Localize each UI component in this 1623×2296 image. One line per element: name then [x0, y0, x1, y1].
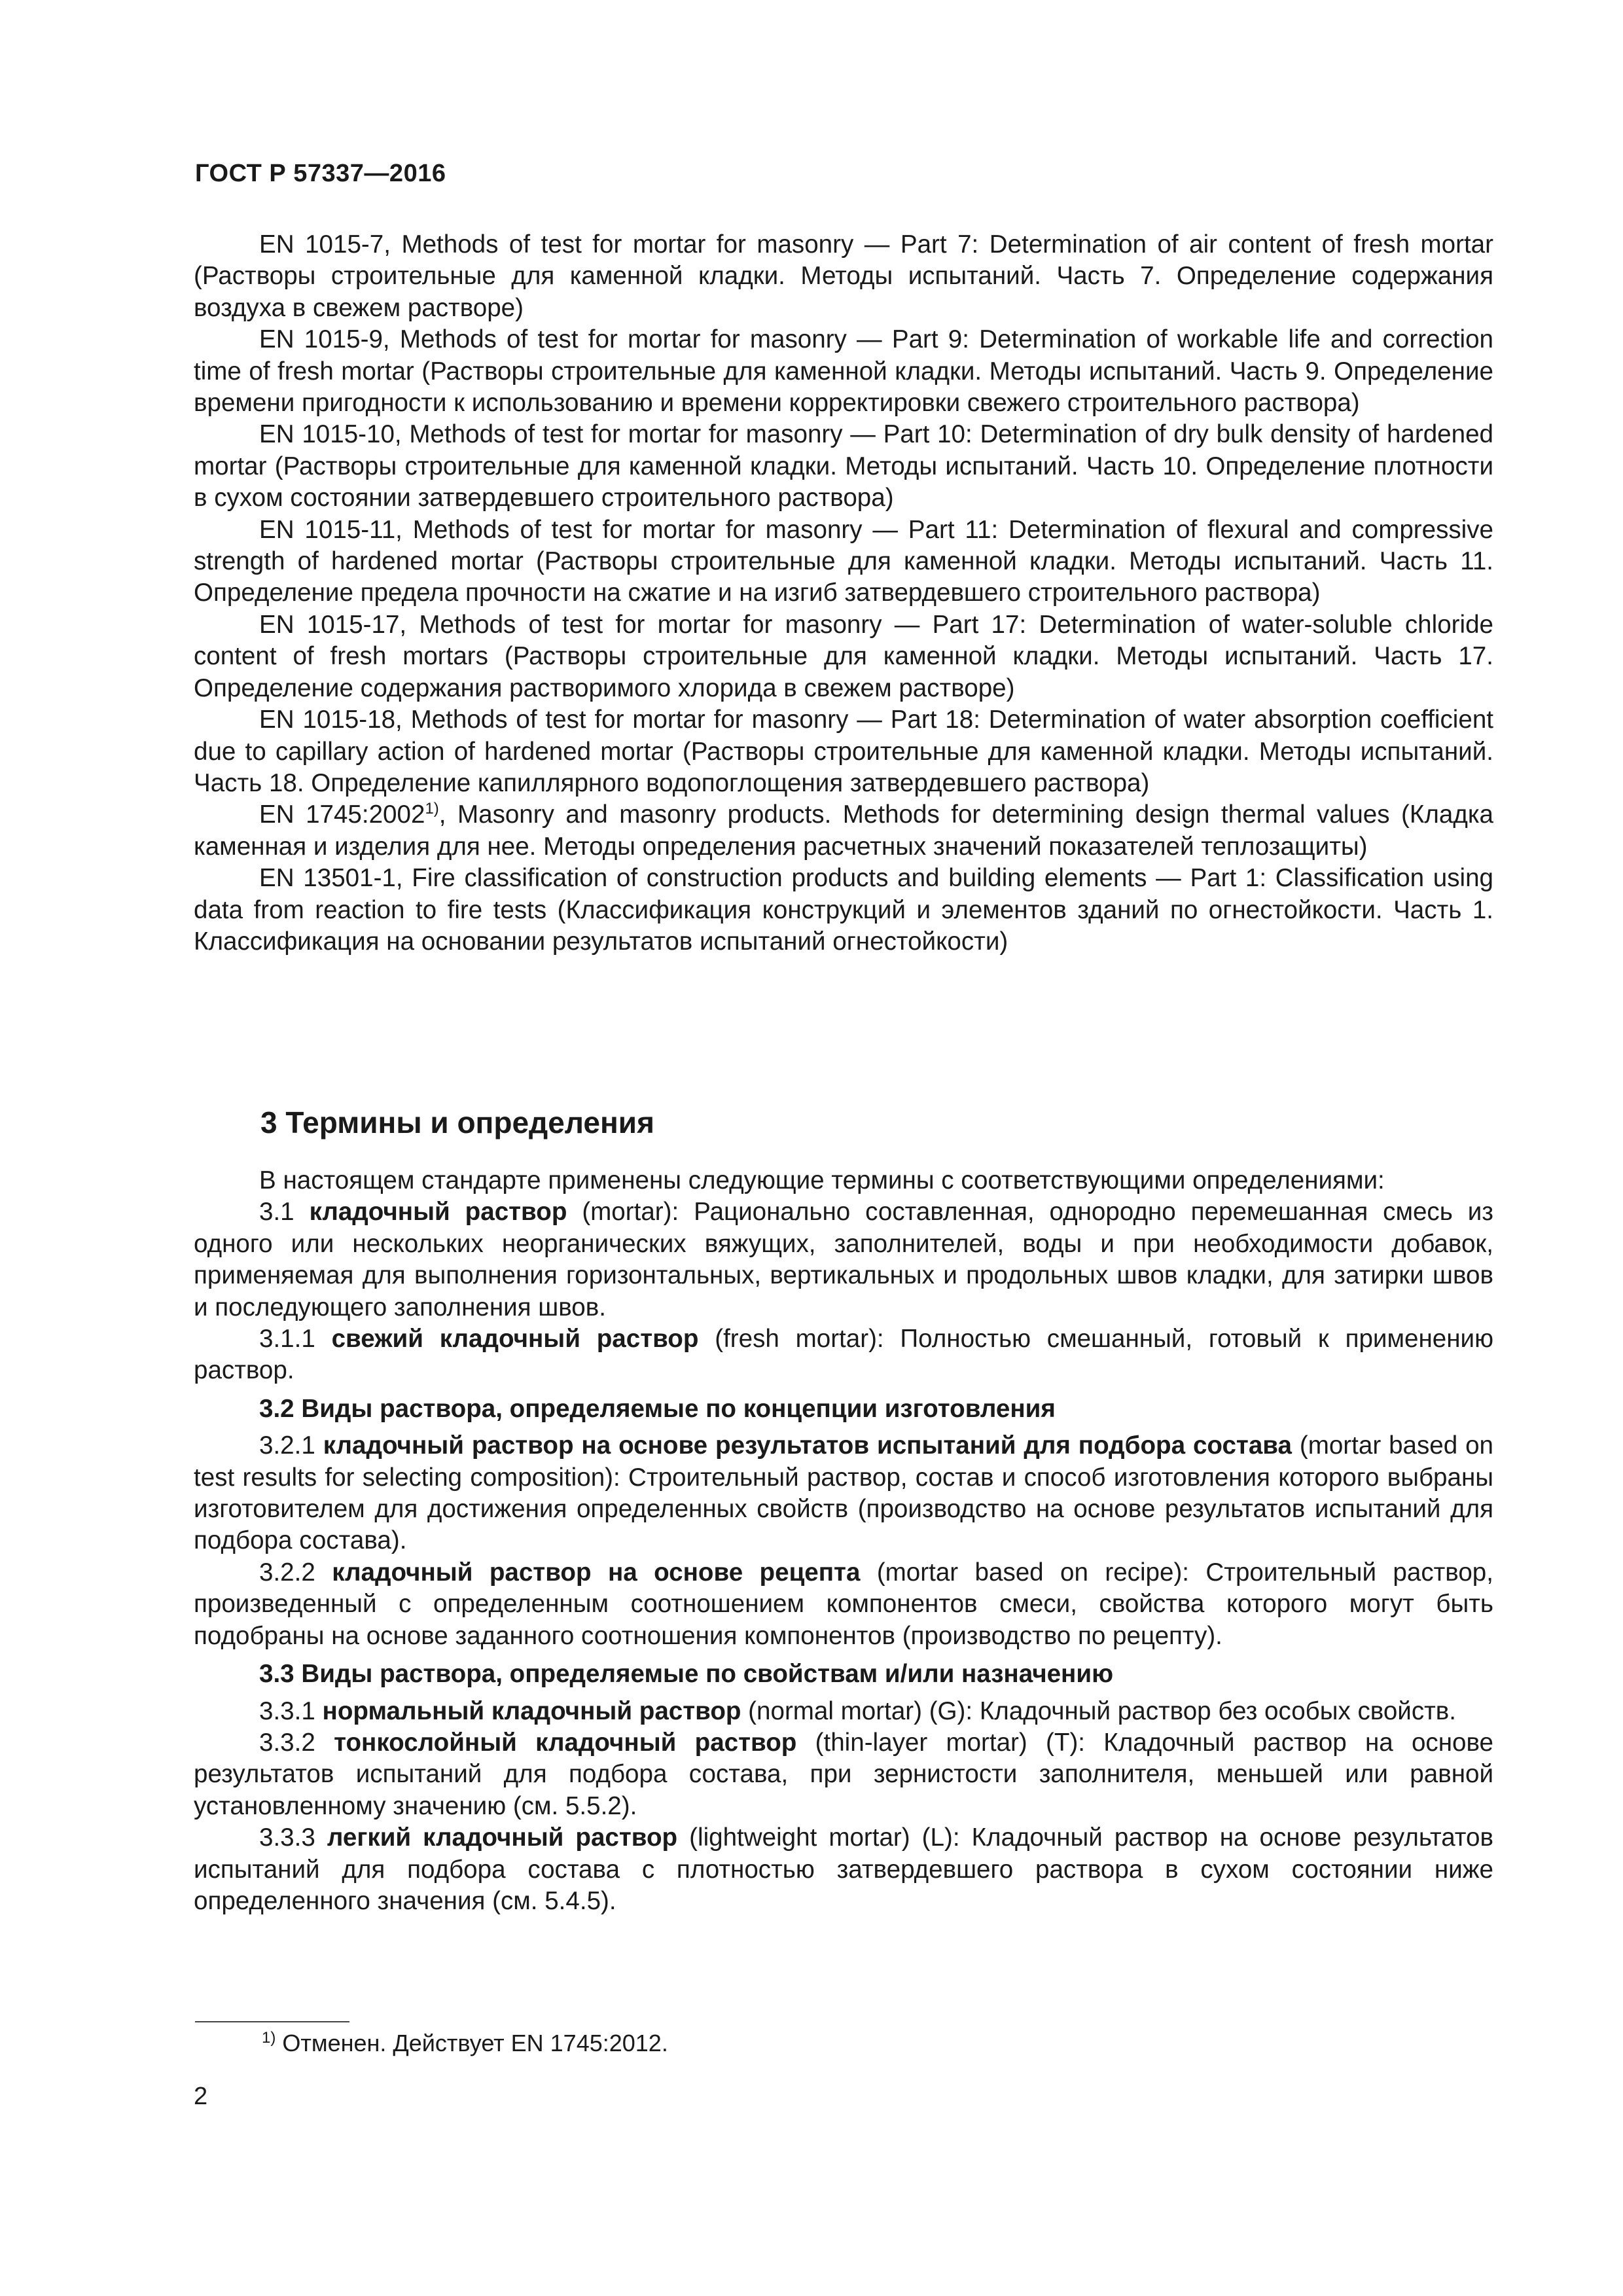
footnote-mark: 1): [262, 2029, 276, 2047]
term-definition: (normal mortar) (G): Кладочный раствор без особых свойств.: [741, 1696, 1457, 1725]
page-number: 2: [194, 2083, 208, 2110]
term-name: свежий кладочный раствор: [331, 1325, 699, 1354]
term-3-3-2: [194, 1727, 1493, 1822]
term-definition: (mortar): Рационально составленная, однородно перемешанная смесь из одного или нескольких неорганических вяжущих, заполнителей, воды и при необходимости добавок, применяемая для выполнения горизонтальных, вертикальных и продольных швов кладки, для затирки швов и последующего заполнения швов.: [194, 1198, 1493, 1321]
term-definition: (thin-layer mortar) (T): Кладочный раствор на основе результатов испытаний для подбора состава, при зернистости заполнителя, меньшей или равной установленному значению (см. 5.5.2).: [194, 1728, 1494, 1820]
term-3-3-3: [194, 1822, 1493, 1917]
footnote-separator: [195, 2021, 349, 2022]
term-number: 3.1: [259, 1198, 310, 1227]
term-name: легкий кладочный раствор: [327, 1823, 678, 1852]
term-3-3-1: [194, 1696, 1493, 1727]
term-number: 3.2.1: [259, 1431, 323, 1460]
subsection-heading-3-3: 3.3 Виды раствора, определяемые по свойствам и/или назначению: [259, 1660, 1114, 1689]
footnote-marker: 1): [425, 800, 439, 818]
term-definition: (lightweight mortar) (L): Кладочный раствор на основе результатов испытаний для подбора состава с плотностью затвердевшего раствора в сухом состоянии ниже определенного значения (см. 5.4.5).: [194, 1823, 1493, 1915]
term-name: кладочный раствор: [309, 1198, 567, 1227]
reference-en-1015-9: EN 1015-9, Methods of test for mortar for masonry — Part 9: Determination of workable life and correction time of fresh mortar (Растворы строительные для каменной кладки. Методы испытаний. Часть 9. Определение времени пригодности к использованию и времени корректировки свежего строительного раствора): [194, 325, 1493, 418]
term-3-1: [194, 1196, 1493, 1323]
term-name: нормальный кладочный раствор: [322, 1696, 741, 1725]
reference-en-1015-18: EN 1015-18, Methods of test for mortar for masonry — Part 18: Determination of water absorption coefficient due to capillary action of hardened mortar (Растворы строительные для каменной кладки. Методы испытаний. Часть 18. Определение капиллярного водопоглощения затвердевшего раствора): [194, 706, 1493, 797]
term-definition: (mortar based on recipe): Строительный раствор, произведенный с определенным соотношением компонентов смеси, свойства которого могут быть подобраны на основе заданного соотношения компонентов (производство по рецепту).: [194, 1558, 1493, 1650]
footnote-text: Отменен. Действует EN 1745:2012.: [276, 2030, 668, 2056]
reference-text: , Masonry and masonry products. Methods for determining design thermal values (Кладка каменная и изделия для нее. Методы определения расчетных значений показателей теплозащиты): [194, 800, 1494, 861]
reference-en-13501-1: EN 13501-1, Fire classification of construction products and building elements — Part 1: Classification using data from reaction to fire tests (Классификация конструкций и элементов зданий по огнестойкости. Часть 1. Классификация на основании результатов испытаний огнестойкости): [194, 864, 1493, 956]
reference-en-1015-11: EN 1015-11, Methods of test for mortar for masonry — Part 11: Determination of flexural and compressive strength of hardened mortar (Растворы строительные для каменной кладки. Методы испытаний. Часть 11. Определение предела прочности на сжатие и на изгиб затвердевшего строительного раствора): [194, 515, 1493, 607]
term-3-1-1: [194, 1323, 1493, 1387]
term-name: кладочный раствор на основе результатов испытаний для подбора состава: [323, 1431, 1292, 1460]
document-header: ГОСТ Р 57337—2016: [195, 160, 446, 187]
reference-code: EN 1745:2002: [259, 800, 425, 829]
term-definition: (fresh mortar): Полностью смешанный, готовый к применению раствор.: [194, 1325, 1493, 1385]
reference-en-1745: [194, 799, 1493, 863]
footnote: [262, 2028, 668, 2059]
section-intro: В настоящем стандарте применены следующие термины с соответствующими определениями:: [259, 1166, 1385, 1194]
term-name: кладочный раствор на основе рецепта: [332, 1558, 861, 1587]
reference-en-1015-17: EN 1015-17, Methods of test for mortar for masonry — Part 17: Determination of water-soluble chloride content of fresh mortars (Растворы строительные для каменной кладки. Методы испытаний. Часть 17. Определение содержания растворимого хлорида в свежем растворе): [194, 610, 1493, 702]
normative-references: [194, 229, 1493, 958]
subsection-heading-3-2: 3.2 Виды раствора, определяемые по концепции изготовления: [259, 1394, 1056, 1423]
term-3-2-1: [194, 1430, 1493, 1557]
term-name: тонкослойный кладочный раствор: [334, 1728, 797, 1757]
term-number: 3.3.3: [259, 1823, 327, 1852]
terms-section: [194, 1165, 1493, 1917]
term-3-2-2: [194, 1557, 1493, 1652]
term-number: 3.2.2: [259, 1558, 332, 1587]
reference-en-1015-7: EN 1015-7, Methods of test for mortar for masonry — Part 7: Determination of air content of fresh mortar (Растворы строительные для каменной кладки. Методы испытаний. Часть 7. Определение содержания воздуха в свежем растворе): [194, 230, 1493, 322]
reference-en-1015-10: EN 1015-10, Methods of test for mortar for masonry — Part 10: Determination of dry bulk density of hardened mortar (Растворы строительные для каменной кладки. Методы испытаний. Часть 10. Определение плотности в сухом состоянии затвердевшего строительного раствора): [194, 420, 1493, 512]
term-number: 3.3.2: [259, 1728, 334, 1757]
term-number: 3.3.1: [259, 1696, 323, 1725]
term-number: 3.1.1: [259, 1325, 332, 1354]
term-definition: (mortar based on test results for selecting composition): Строительный раствор, состав и способ изготовления которого выбраны изготовителем для достижения определенных свойств (производство на основе результатов испытаний для подбора состава).: [194, 1431, 1494, 1555]
section-title: 3 Термины и определения: [260, 1105, 654, 1139]
